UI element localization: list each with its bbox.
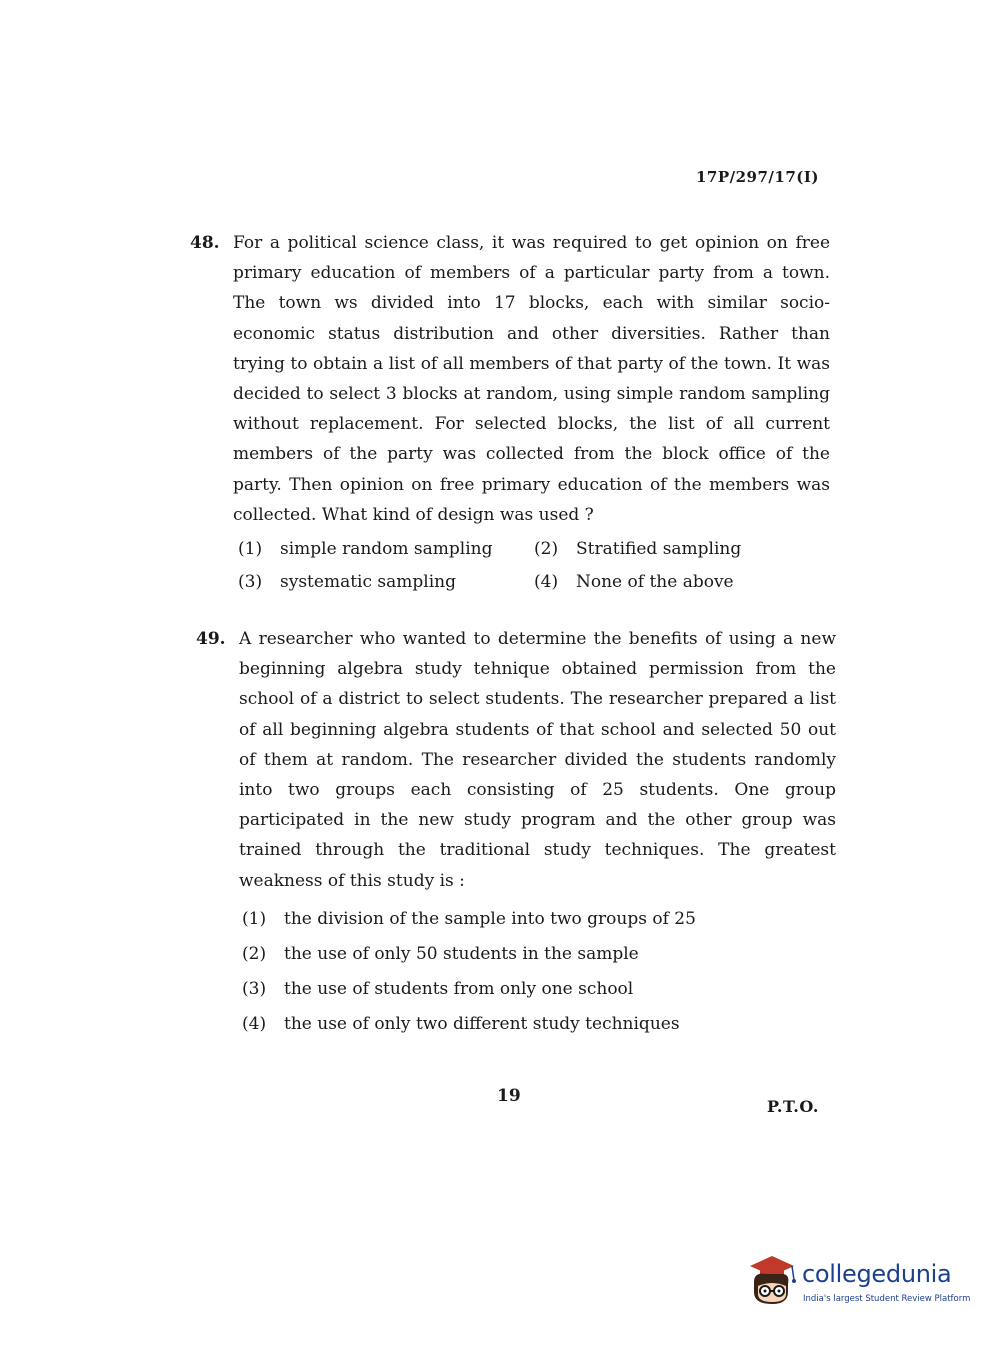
option-text: the division of the sample into two groups of 25 — [284, 908, 696, 929]
option-number: (4) — [242, 1013, 267, 1034]
collegedunia-logo-icon — [742, 1252, 800, 1310]
option-1 — [238, 534, 534, 564]
collegedunia-watermark — [742, 1250, 972, 1310]
option-text: systematic sampling — [280, 572, 456, 593]
option-number: (4) — [534, 572, 559, 593]
option-2 — [242, 937, 836, 972]
option-3 — [242, 972, 836, 1007]
pto-label: P.T.O. — [767, 1097, 819, 1116]
question-number: 48. — [190, 233, 220, 253]
option-number: (1) — [242, 908, 267, 929]
options-grid — [238, 534, 830, 597]
option-number: (2) — [242, 943, 267, 964]
option-1 — [242, 902, 836, 937]
option-text: the use of students from only one school — [284, 978, 634, 999]
question-number: 49. — [196, 629, 226, 649]
option-4 — [242, 1007, 836, 1042]
option-3 — [238, 567, 534, 597]
question-text: A researcher who wanted to determine the benefits of using a new beginning algebra study tehnique obtained permission from the school of a district to select students. The researcher prepared a list of all beginning algebra students of that school and selected 50 out of them at random. The researcher divided the students randomly into two groups each consisting of 25 students. One group participated in the new study program and the other group was trained through the traditional study techniques. The greatest weakness of this study is : — [239, 629, 836, 891]
question-49 — [196, 624, 836, 1042]
option-text: simple random sampling — [280, 539, 493, 560]
option-text: None of the above — [576, 572, 734, 593]
option-text: Stratified sampling — [576, 539, 742, 560]
option-text: the use of only 50 students in the sample — [284, 943, 639, 964]
option-text: the use of only two different study techniques — [284, 1013, 680, 1034]
brand-name: collegedunia — [802, 1260, 952, 1288]
option-number: (2) — [534, 539, 559, 560]
option-number: (3) — [242, 978, 267, 999]
option-2 — [534, 534, 834, 564]
question-text: For a political science class, it was required to get opinion on free primary education of members of a particular party from a town. The town ws divided into 17 blocks, each with similar socio-economic status distribution and other diversities. Rather than trying to obtain a list of all members of that party of the town. It was decided to select 3 blocks at random, using simple random sampling without replacement. For selected blocks, the list of all current members of the party was collected from the block office of the party. Then opinion on free primary education of the members was collected. What kind of design was used ? — [233, 233, 830, 525]
option-number: (1) — [238, 539, 263, 560]
page-number: 19 — [497, 1086, 521, 1106]
paper-code: 17P/297/17(I) — [695, 168, 819, 186]
question-48 — [190, 228, 830, 597]
option-number: (3) — [238, 572, 263, 593]
option-4 — [534, 567, 834, 597]
brand-tagline: India's largest Student Review Platform — [803, 1294, 971, 1304]
options-list — [242, 902, 836, 1042]
